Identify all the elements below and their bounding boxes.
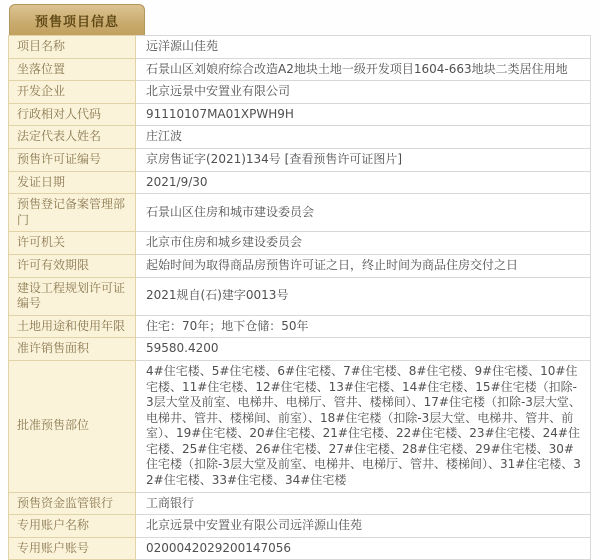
table-row bbox=[9, 103, 591, 126]
row-value-dedicated-account-number: 0200042029200147056 bbox=[136, 537, 591, 560]
table-row bbox=[9, 360, 591, 492]
row-value-credit-code: 91110107MA01XPWH9H bbox=[136, 103, 591, 126]
row-value-issue-date: 2021/9/30 bbox=[136, 171, 591, 194]
row-value-planning-permit-number: 2021规自(石)建字0013号 bbox=[136, 277, 591, 315]
row-value-dedicated-account-name: 北京远景中安置业有限公司远洋源山佳苑 bbox=[136, 515, 591, 538]
row-label-legal-representative: 法定代表人姓名 bbox=[9, 126, 136, 149]
table-row bbox=[9, 232, 591, 255]
row-value-developer: 北京远景中安置业有限公司 bbox=[136, 81, 591, 104]
row-label-project-name: 项目名称 bbox=[9, 36, 136, 59]
section-tab-presale-project-info[interactable]: 预售项目信息 bbox=[9, 4, 145, 35]
table-row bbox=[9, 36, 591, 59]
table-row bbox=[9, 148, 591, 171]
row-value-presale-permit-number bbox=[136, 148, 591, 171]
row-value-land-use-term: 住宅：70年；地下仓储：50年 bbox=[136, 315, 591, 338]
table-row bbox=[9, 81, 591, 104]
row-value-location: 石景山区刘娘府综合改造A2地块土地一级开发项目1604-663地块二类居住用地 bbox=[136, 58, 591, 81]
table-row bbox=[9, 277, 591, 315]
table-row bbox=[9, 492, 591, 515]
row-label-licensing-authority: 许可机关 bbox=[9, 232, 136, 255]
table-row bbox=[9, 338, 591, 361]
row-label-planning-permit-number: 建设工程规划许可证编号 bbox=[9, 277, 136, 315]
row-value-permit-validity-period: 起始时间为取得商品房预售许可证之日，终止时间为商品住房交付之日 bbox=[136, 254, 591, 277]
row-label-approved-presale-sections: 批准预售部位 bbox=[9, 360, 136, 492]
row-label-location: 坐落位置 bbox=[9, 58, 136, 81]
table-row bbox=[9, 254, 591, 277]
row-label-credit-code: 行政相对人代码 bbox=[9, 103, 136, 126]
row-value-licensing-authority: 北京市住房和城乡建设委员会 bbox=[136, 232, 591, 255]
row-value-supervision-bank: 工商银行 bbox=[136, 492, 591, 515]
table-row bbox=[9, 537, 591, 560]
row-value-approved-sales-area: 59580.4200 bbox=[136, 338, 591, 361]
table-row bbox=[9, 126, 591, 149]
row-label-registration-department: 预售登记备案管理部门 bbox=[9, 194, 136, 232]
table-row bbox=[9, 315, 591, 338]
table-row bbox=[9, 515, 591, 538]
row-value-project-name: 远洋源山佳苑 bbox=[136, 36, 591, 59]
row-value-approved-presale-sections: 4#住宅楼、5#住宅楼、6#住宅楼、7#住宅楼、8#住宅楼、9#住宅楼、10#住宅楼、11#住宅楼、12#住宅楼、13#住宅楼、14#住宅楼、15#住宅楼（扣除-3层大堂及前室、电梯井、电梯厅、管井、楼梯间）、17#住宅楼（扣除-3层大堂、电梯井、管井、楼梯间、前室）、18#住宅楼（扣除-3层大堂、电梯井、管井、前室）、19#住宅楼、20#住宅楼、21#住宅楼、22#住宅楼、23#住宅楼、24#住宅楼、25#住宅楼、26#住宅楼、27#住宅楼、28#住宅楼、29#住宅楼、30#住宅楼（扣除-3层大堂及前室、电梯井、电梯厅、管井、楼梯间）、31#住宅楼、32#住宅楼、33#住宅楼、34#住宅楼 bbox=[136, 360, 591, 492]
table-row bbox=[9, 58, 591, 81]
row-label-presale-permit-number: 预售许可证编号 bbox=[9, 148, 136, 171]
presale-permit-number-text: 京房售证字(2021)134号 bbox=[146, 151, 281, 166]
row-label-supervision-bank: 预售资金监管银行 bbox=[9, 492, 136, 515]
row-value-registration-department: 石景山区住房和城市建设委员会 bbox=[136, 194, 591, 232]
table-row bbox=[9, 171, 591, 194]
row-label-developer: 开发企业 bbox=[9, 81, 136, 104]
row-label-dedicated-account-name: 专用账户名称 bbox=[9, 515, 136, 538]
row-value-legal-representative: 庄江波 bbox=[136, 126, 591, 149]
row-label-issue-date: 发证日期 bbox=[9, 171, 136, 194]
row-label-approved-sales-area: 准许销售面积 bbox=[9, 338, 136, 361]
presale-info-table bbox=[8, 35, 591, 560]
table-row bbox=[9, 194, 591, 232]
row-label-permit-validity-period: 许可有效期限 bbox=[9, 254, 136, 277]
view-license-image-link[interactable]: [查看预售许可证图片] bbox=[284, 151, 403, 166]
row-label-land-use-term: 土地用途和使用年限 bbox=[9, 315, 136, 338]
row-label-dedicated-account-number: 专用账户账号 bbox=[9, 537, 136, 560]
